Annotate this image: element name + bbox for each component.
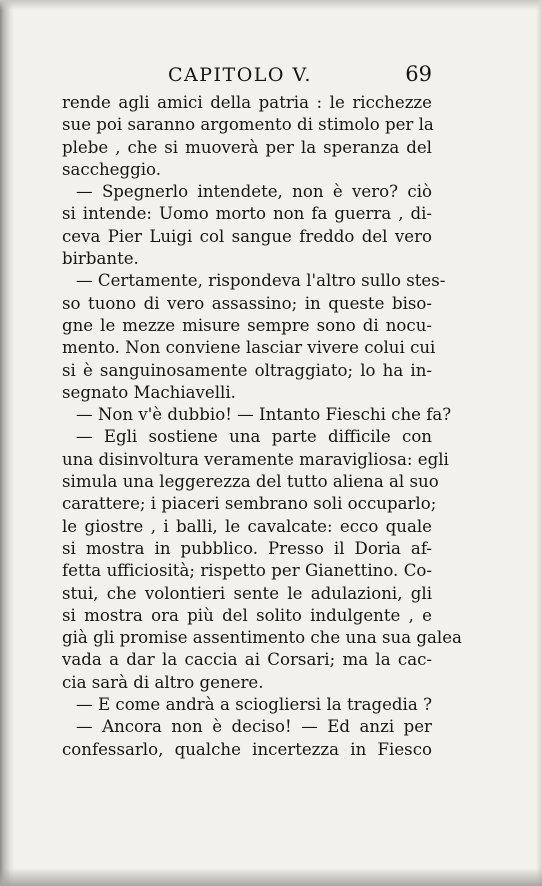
text-line: plebe , che si muoverà per la speranza del — [62, 137, 432, 157]
text-line: una disinvoltura veramente maravigliosa: egli — [62, 449, 449, 469]
text-line: — Ancora non è deciso! — Ed anzi per — [76, 717, 432, 737]
text-line: già gli promise assentimento che una sua galea — [62, 628, 462, 648]
text-line: fetta ufficiosità; rispetto per Gianettino. Co- — [62, 561, 432, 581]
text-line: sue poi saranno argomento di stimolo per la — [62, 115, 434, 135]
text-line: si mostra in pubblico. Presso il Doria af- — [62, 538, 432, 558]
text-line: le giostre , i balli, le cavalcate: ecco quale — [62, 516, 432, 536]
text-line: gne le mezze misure sempre sono di nocu- — [62, 315, 432, 335]
running-header — [62, 64, 432, 92]
text-line: so tuono di vero assassino; in queste biso- — [62, 293, 432, 313]
text-line: — Certamente, rispondeva l'altro sullo stes- — [76, 271, 446, 291]
text-line: — Spegnerlo intendete, non è vero? ciò — [76, 182, 432, 202]
page-number: 69 — [405, 62, 432, 86]
text-line: confessarlo, qualche incertezza in Fiesco — [62, 739, 432, 759]
text-line: stui, che volontieri sente le adulazioni, gli — [62, 583, 432, 603]
text-line: rende agli amici della patria : le ricchezze — [62, 93, 432, 112]
text-line: si intende: Uomo morto non fa guerra , di- — [62, 204, 432, 224]
text-line: — Egli sostiene una parte difficile con — [76, 427, 432, 447]
text-line: carattere; i piaceri sembrano soli occuparlo; — [62, 494, 437, 514]
page-right-edge — [536, 0, 542, 886]
text-line: saccheggio. — [62, 159, 162, 179]
text-line: ceva Pier Luigi col sangue freddo del vero — [62, 226, 432, 246]
page-top-edge — [0, 0, 542, 10]
text-line: vada a dar la caccia ai Corsari; ma la cac- — [62, 650, 432, 670]
text-line: — E come andrà a sciogliersi la tragedia ? — [76, 695, 432, 715]
text-line: birbante. — [62, 249, 139, 269]
binding-gutter — [0, 0, 14, 886]
text-line: cia sarà di altro genere. — [62, 672, 264, 692]
text-line: simula una leggerezza del tutto aliena al suo — [62, 472, 439, 492]
body-text — [62, 92, 462, 761]
page-bottom-edge — [0, 868, 542, 886]
text-line: si mostra ora più del solito indulgente , e — [62, 605, 432, 625]
text-line: mento. Non conviene lasciar vivere colui cui — [62, 338, 436, 358]
text-line: segnato Machiavelli. — [62, 382, 236, 402]
chapter-heading: CAPITOLO V. — [168, 64, 312, 86]
text-line: — Non v'è dubbio! — Intanto Fieschi che fa? — [76, 405, 452, 425]
text-line: si è sanguinosamente oltraggiato; lo ha in- — [62, 360, 432, 380]
